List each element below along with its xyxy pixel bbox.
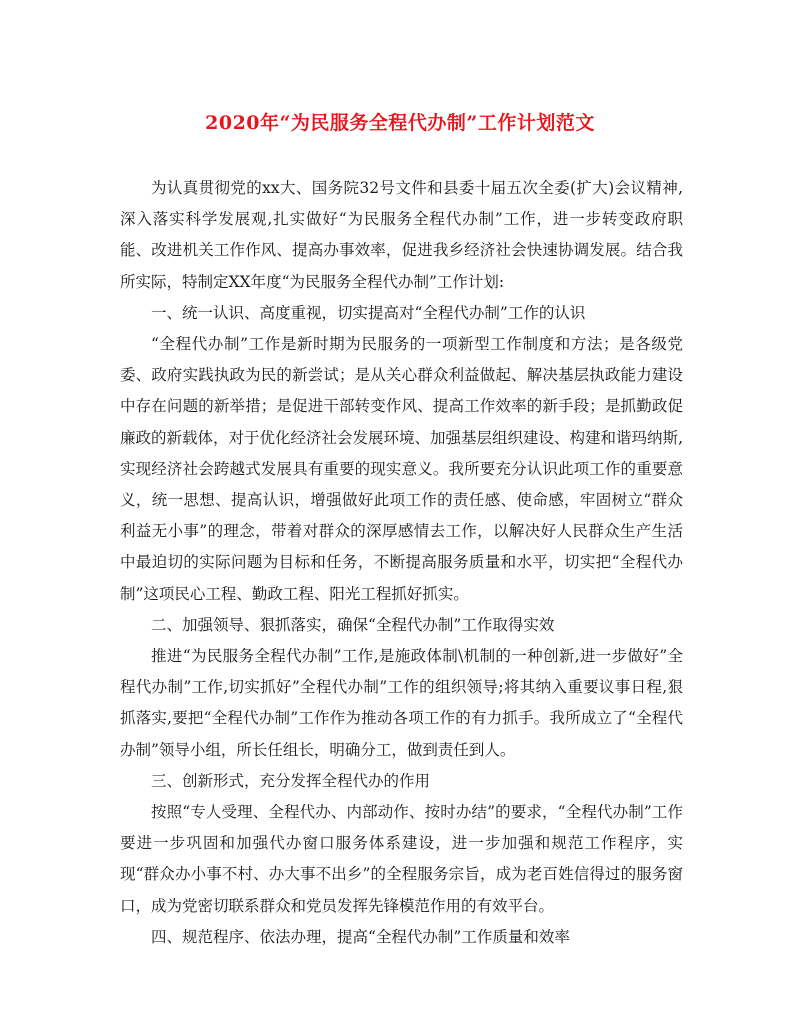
section-heading-1: 一、统一认识、高度重视，切实提高对“全程代办制”工作的认识 (151, 303, 586, 322)
paragraph-section-1: “全程代办制”工作是新时期为民服务的一项新型工作制度和方法；是各级党委、政府实践执政为民的新尝试；是从关心群众利益做起、解决基层执政能力建设中存在问题的新举措；是促进干部转变作风、提高工作效率的新手段；是抓勤政促廉政的新载体，对于优化经济社会发展环境、加强基层组织建设、构建和谐玛纳斯,实现经济社会跨越式发展具有重要的现实意义。我所要充分认识此项工作的重要意义，统一思想、提高认识，增强做好此项工作的责任感、使命感，牢固树立“群众利益无小事”的理念，带着对群众的深厚感情去工作，以解决好人民群众生产生活中最迫切的实际问题为目标和任务，不断提高服务质量和水平，切实把“全程代办制”这项民心工程、勤政工程、阳光工程抓好抓实。 (120, 335, 683, 603)
paragraph-section-3: 按照“专人受理、全程代办、内部动作、按时办结”的要求，“全程代办制”工作要进一步巩固和加强代办窗口服务体系建设，进一步加强和规范工作程序，实现“群众办小事不村、办大事不出乡”的全程服务宗旨，成为老百姓信得过的服务窗口，成为党密切联系群众和党员发挥先锋模范作用的有效平台。 (120, 803, 683, 915)
section-heading-3: 三、创新形式，充分发挥全程代办的作用 (151, 771, 431, 790)
paragraph-section-2: 推进“为民服务全程代办制”工作,是施政体制\机制的一种创新,进一步做好”全程代办制”工作,切实抓好”全程代办制”工作的组织领导;将其纳入重要议事日程,狠抓落实,要把“全程代办制”工作作为推动各项工作的有力抓手。我所成立了“全程代办制”领导小组，所长任组长，明确分工，做到责任到人。 (120, 647, 683, 759)
paragraph-intro: 为认真贯彻党的xx大、国务院32号文件和县委十届五次全委(扩大)会议精神,深入落实科学发展观,扎实做好“为民服务全程代办制”工作，进一步转变政府职能、改进机关工作作风、提高办事效率，促进我乡经济社会快速协调发展。结合我所实际，特制定XX年度“为民服务全程代办制”工作计划: (120, 179, 683, 291)
section-heading-4: 四、规范程序、依法办理，提高“全程代办制”工作质量和效率 (151, 927, 570, 946)
document-body (120, 173, 683, 953)
section-heading-2: 二、加强领导、狠抓落实，确保“全程代办制”工作取得实效 (151, 615, 555, 634)
document-title: 2020年“为民服务全程代办制”工作计划范文 (205, 112, 595, 134)
